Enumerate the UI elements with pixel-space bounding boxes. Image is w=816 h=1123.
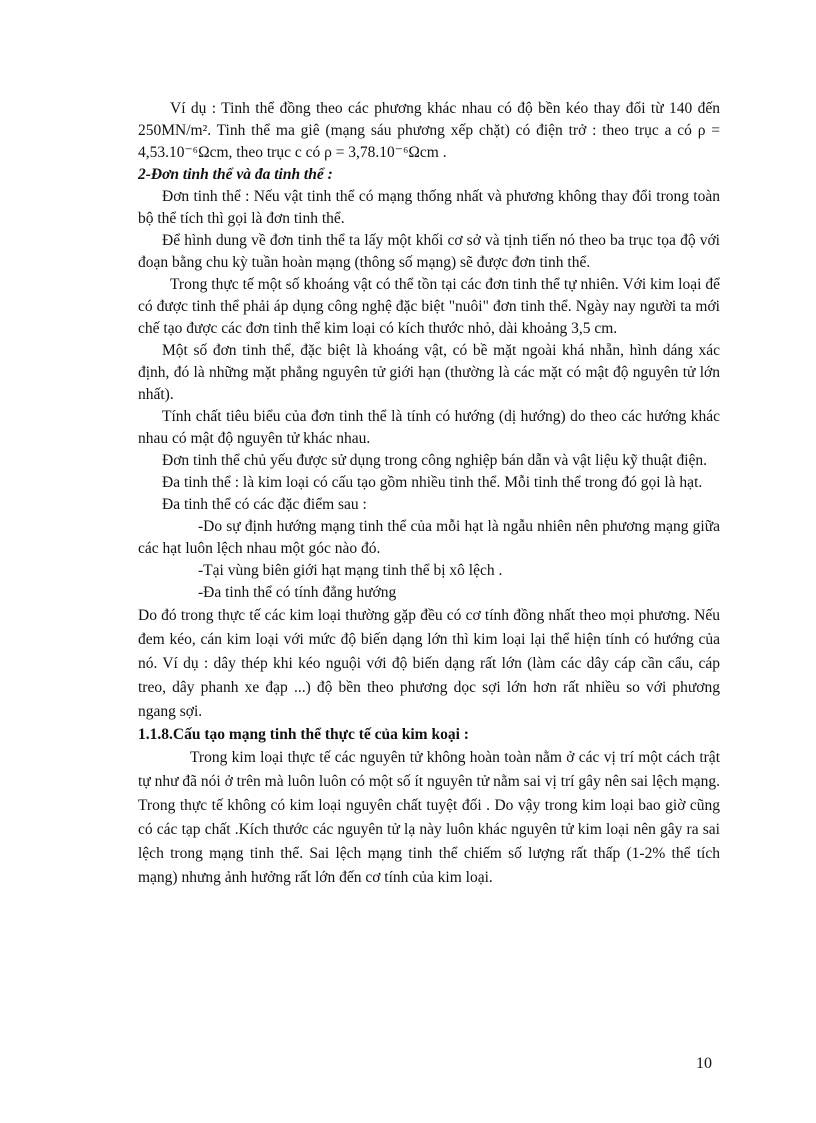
paragraph-single-crystal-visualize: Để hình dung về đơn tinh thể ta lấy một khối cơ sở và tịnh tiến nó theo ba trục tọa độ với đoạn bằng chu kỳ tuần hoàn mạng (thông số mạng) sẽ được đơn tinh thể. [138, 232, 720, 271]
paragraph-natural-single-crystals: Trong thực tế một số khoáng vật có thể tồn tại các đơn tinh thể tự nhiên. Với kim loại để có được tinh thể phải áp dụng công nghệ đặc biệt "nuôi" đơn tinh thể. Ngày nay người ta mới chế tạo được các đơn tinh thể kim loại có kích thước nhỏ, dài khoảng 3,5 cm. [138, 276, 720, 337]
bullet-random-orientation: -Do sự định hướng mạng tinh thể của mỗi hạt là ngẫu nhiên nên phương mạng giữa các hạt luôn lệch nhau một góc nào đó. [138, 518, 720, 557]
bullet-grain-boundary: -Tại vùng biên giới hạt mạng tinh thể bị xô lệch . [198, 562, 503, 579]
paragraph-polycrystal-definition: Đa tinh thể : là kim loại có cấu tạo gồm nhiều tinh thể. Mỗi tinh thể trong đó gọi là hạt. [162, 474, 703, 491]
paragraph-single-crystal-definition: Đơn tinh thể : Nếu vật tinh thể có mạng thống nhất và phương không thay đổi trong toàn bộ thể tích thì gọi là đơn tinh thể. [138, 188, 720, 227]
page-content [138, 98, 720, 890]
section-heading-real-crystal-structure: 1.1.8.Cấu tạo mạng tinh thể thực tế của kim koại : [138, 726, 469, 743]
paragraph-deformation-anisotropy: Do đó trong thực tế các kim loại thường gặp đều có cơ tính đồng nhất theo mọi phương. Nếu đem kéo, cán kim loại với mức độ biến dạng lớn thì kim loại lại thể hiện tính có hướng của nó. Ví dụ : dây thép khi kéo nguội với độ biến dạng rất lớn (làm các dây cáp cần cẩu, cáp treo, dây phanh xe đạp ...) độ bền theo phương dọc sợi lớn hơn rất nhiều so với phương ngang sợi. [138, 607, 720, 720]
paragraph-crystal-surfaces: Một số đơn tinh thể, đặc biệt là khoáng vật, có bề mặt ngoài khá nhẵn, hình dáng xác định, đó là những mặt phẳng nguyên tử giới hạn (thường là các mặt có mật độ nguyên tử lớn nhất). [138, 342, 720, 403]
paragraph-polycrystal-features: Đa tinh thể có các đặc điểm sau : [162, 496, 367, 513]
paragraph-anisotropy: Tính chất tiêu biểu của đơn tinh thể là tính có hướng (dị hướng) do theo các hướng khác nhau có mật độ nguyên tử khác nhau. [138, 408, 720, 447]
page-number: 10 [696, 1055, 712, 1072]
section-heading-single-poly-crystal: 2-Đơn tinh thể và đa tinh thể : [138, 166, 333, 183]
paragraph-lattice-defects: Trong kim loại thực tế các nguyên tử không hoàn toàn nằm ở các vị trí một cách trật tự như đã nói ở trên mà luôn luôn có một số ít nguyên tử nằm sai vị trí gây nên sai lệch mạng. Trong thực tế không có kim loại nguyên chất tuyệt đối . Do vậy trong kim loại bao giờ cũng có các tạp chất .Kích thước các nguyên tử lạ này luôn khác nguyên tử kim loại nên gây ra sai lệch trong mạng tinh thể. Sai lệch mạng tinh thể chiếm số lượng rất thấp (1-2% thể tích mạng) nhưng ảnh hưởng rất lớn đến cơ tính của kim loại. [138, 749, 720, 886]
paragraph-single-crystal-usage: Đơn tinh thể chủ yếu được sử dụng trong công nghiệp bán dẫn và vật liệu kỹ thuật điện. [162, 452, 708, 469]
paragraph-example-copper: Ví dụ : Tinh thể đồng theo các phương khác nhau có độ bền kéo thay đổi từ 140 đến 250MN/m². Tinh thể ma giê (mạng sáu phương xếp chặt) có điện trở : theo trục a có ρ = 4,53.10⁻⁶Ωcm, theo trục c có ρ = 3,78.10⁻⁶Ωcm . [138, 100, 720, 161]
bullet-isotropy: -Đa tinh thể có tính đẳng hướng [198, 584, 397, 601]
